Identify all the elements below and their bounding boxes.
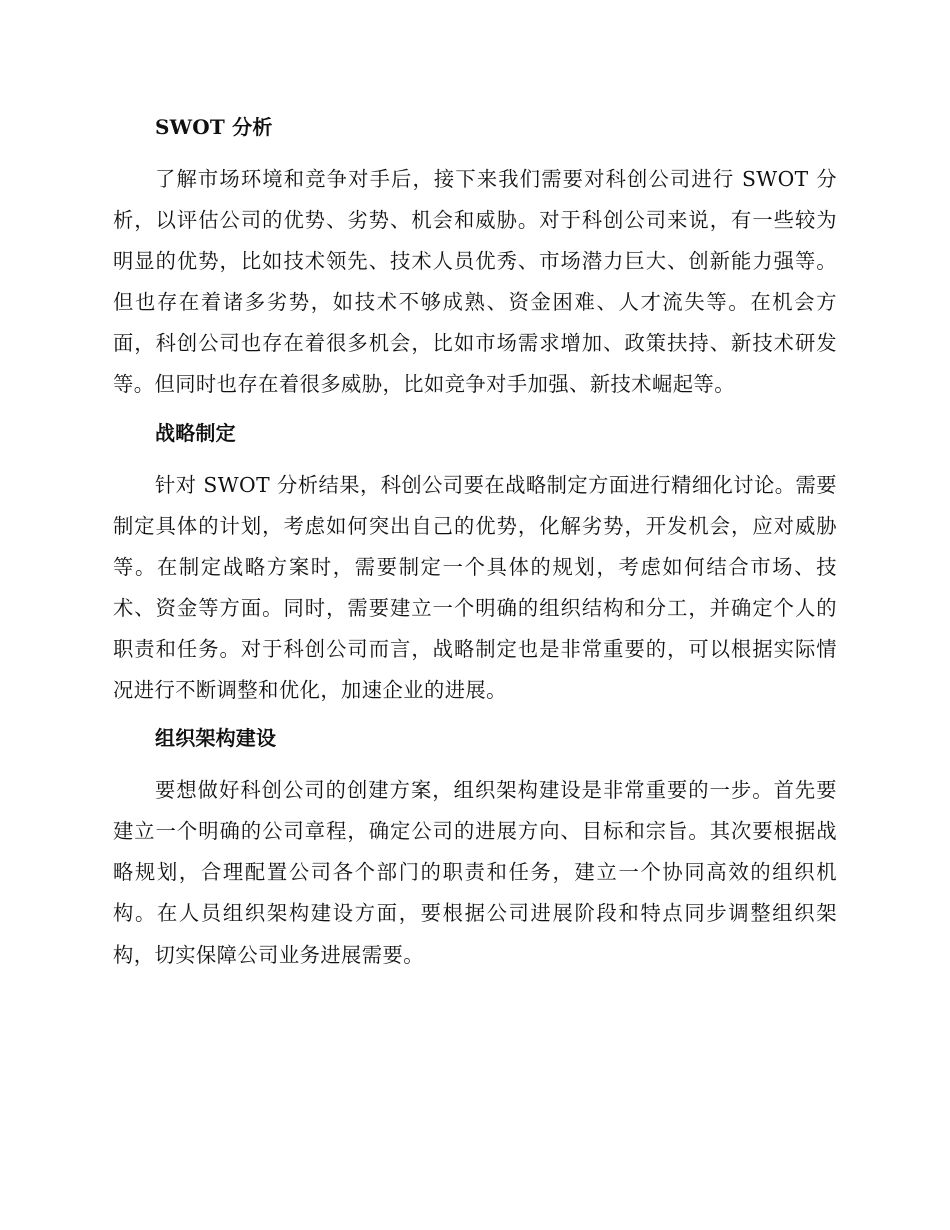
section-heading-swot: SWOT 分析	[155, 115, 273, 139]
document-body	[113, 108, 837, 976]
paragraph-organization: 要想做好科创公司的创建方案，组织架构建设是非常重要的一步。首先要建立一个明确的公司章程，确定公司的进展方向、目标和宗旨。其次要根据战略规划，合理配置公司各个部门的职责和任务，建立一个协同高效的组织机构。在人员组织架构建设方面，要根据公司进展阶段和特点同步调整组织架构，切实保障公司业务进展需要。	[113, 778, 837, 967]
section-heading-organization: 组织架构建设	[155, 726, 277, 751]
paragraph-strategy: 针对 SWOT 分析结果，科创公司要在战略制定方面进行精细化讨论。需要制定具体的计划，考虑如何突出自己的优势，化解劣势，开发机会，应对威胁等。在制定战略方案时，需要制定一个具体的规划，考虑如何结合市场、技术、资金等方面。同时，需要建立一个明确的组织结构和分工，并确定个人的职责和任务。对于科创公司而言，战略制定也是非常重要的，可以根据实际情况进行不断调整和优化，加速企业的进展。	[113, 472, 837, 703]
paragraph-swot: 了解市场环境和竞争对手后，接下来我们需要对科创公司进行 SWOT 分析，以评估公司的优势、劣势、机会和威胁。对于科创公司来说，有一些较为明显的优势，比如技术领先、技术人员优秀、市场潜力巨大、创新能力强等。但也存在着诸多劣势，如技术不够成熟、资金困难、人才流失等。在机会方面，科创公司也存在着很多机会，比如市场需求增加、政策扶持、新技术研发等。但同时也存在着很多威胁，比如竞争对手加强、新技术崛起等。	[113, 167, 837, 397]
section-heading-strategy: 战略制定	[155, 420, 236, 445]
